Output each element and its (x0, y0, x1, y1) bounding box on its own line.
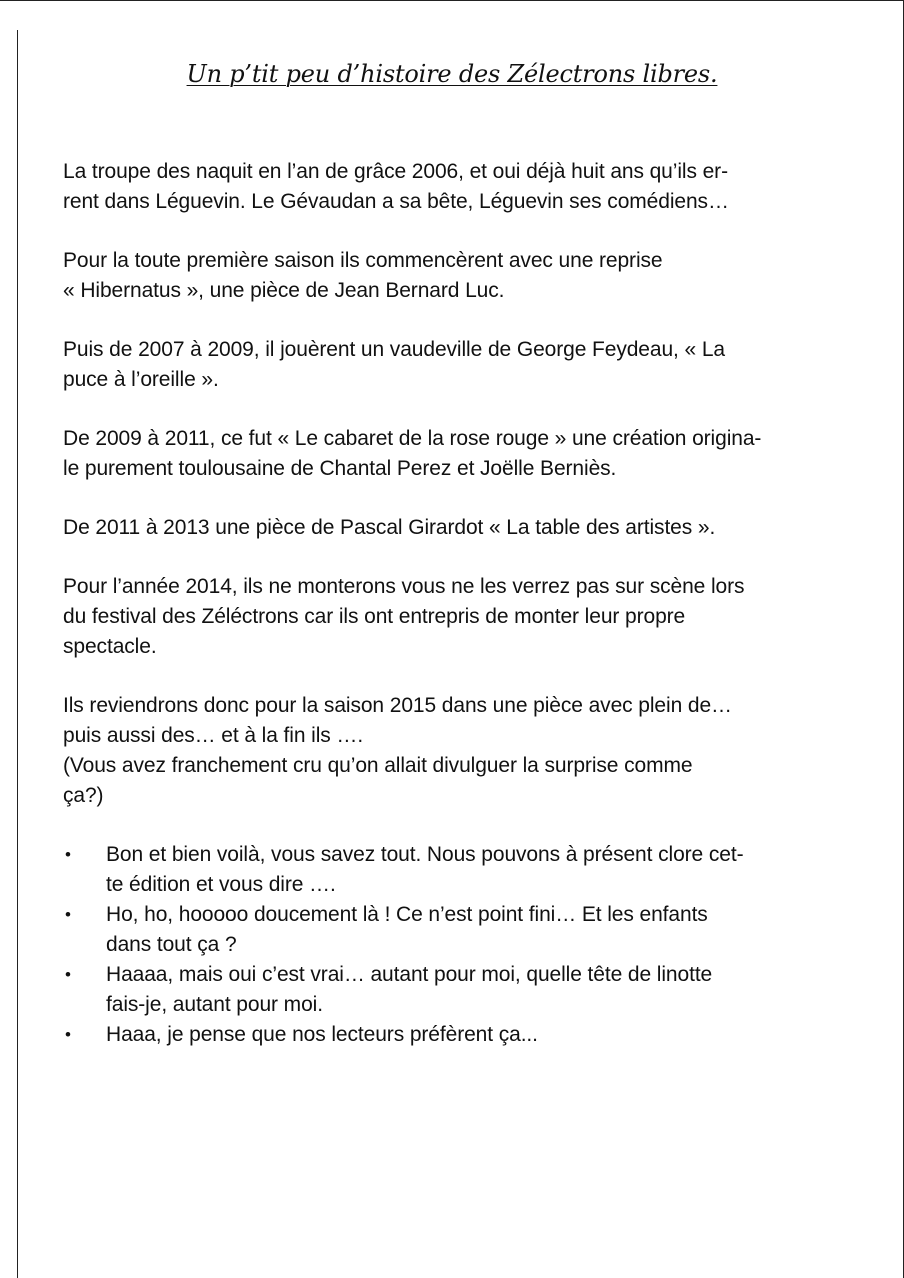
article-body (63, 157, 853, 1050)
paragraph-line: ça?) (63, 784, 104, 807)
paragraph-line: « Hibernatus », une pièce de Jean Bernard Luc. (63, 279, 505, 302)
paragraph-line: (Vous avez franchement cru qu’on allait divulguer la surprise comme (63, 754, 693, 777)
bullet-line: fais-je, autant pour moi. (106, 993, 323, 1016)
page-title: Un p’tit peu d’histoire des Zélectrons libres. (186, 60, 718, 88)
paragraph (63, 335, 853, 395)
paragraph-line: Pour l’année 2014, ils ne monterons vous ne les verrez pas sur scène lors (63, 575, 745, 598)
bullet-icon: • (65, 845, 71, 864)
bullet-line: te édition et vous dire …. (106, 873, 336, 896)
bullet-icon: • (65, 905, 71, 924)
paragraph-line: De 2011 à 2013 une pièce de Pascal Girardot « La table des artistes ». (63, 516, 716, 539)
bullet-list (63, 840, 853, 1050)
paragraph (63, 157, 853, 217)
paragraph-line: le purement toulousaine de Chantal Perez et Joëlle Berniès. (63, 457, 617, 480)
page-border-top (0, 0, 903, 1)
paragraph-line: Puis de 2007 à 2009, il jouèrent un vaudeville de George Feydeau, « La (63, 338, 725, 361)
page-border-left (17, 30, 18, 1278)
paragraph-line: rent dans Léguevin. Le Gévaudan a sa bête, Léguevin ses comédiens… (63, 190, 729, 213)
paragraph (63, 691, 853, 811)
bullet-icon: • (65, 965, 71, 984)
paragraph-line: spectacle. (63, 635, 157, 658)
paragraph-line: Ils reviendrons donc pour la saison 2015 dans une pièce avec plein de… (63, 694, 732, 717)
bullet-icon: • (65, 1025, 71, 1044)
bullet-item (63, 960, 853, 1020)
bullet-line: dans tout ça ? (106, 933, 237, 956)
bullet-line: Bon et bien voilà, vous savez tout. Nous pouvons à présent clore cet- (106, 843, 744, 866)
paragraph (63, 424, 853, 484)
paragraph-line: Pour la toute première saison ils commencèrent avec une reprise (63, 249, 663, 272)
bullet-line: Ho, ho, hooooo doucement là ! Ce n’est point fini… Et les enfants (106, 903, 708, 926)
paragraph (63, 246, 853, 306)
paragraph-line: puce à l’oreille ». (63, 368, 219, 391)
paragraph-line: La troupe des naquit en l’an de grâce 2006, et oui déjà huit ans qu’ils er- (63, 160, 728, 183)
bullet-line: Haaaa, mais oui c’est vrai… autant pour moi, quelle tête de linotte (106, 963, 713, 986)
paragraph-line: De 2009 à 2011, ce fut « Le cabaret de la rose rouge » une création origina- (63, 427, 762, 450)
bullet-line: Haaa, je pense que nos lecteurs préfèrent ça... (106, 1023, 538, 1046)
bullet-item (63, 900, 853, 960)
paragraph (63, 513, 853, 543)
paragraph-line: puis aussi des… et à la fin ils …. (63, 724, 364, 747)
bullet-item (63, 840, 853, 900)
bullet-item (63, 1020, 853, 1050)
paragraph-line: du festival des Zéléctrons car ils ont entrepris de monter leur propre (63, 605, 686, 628)
paragraph (63, 572, 853, 662)
